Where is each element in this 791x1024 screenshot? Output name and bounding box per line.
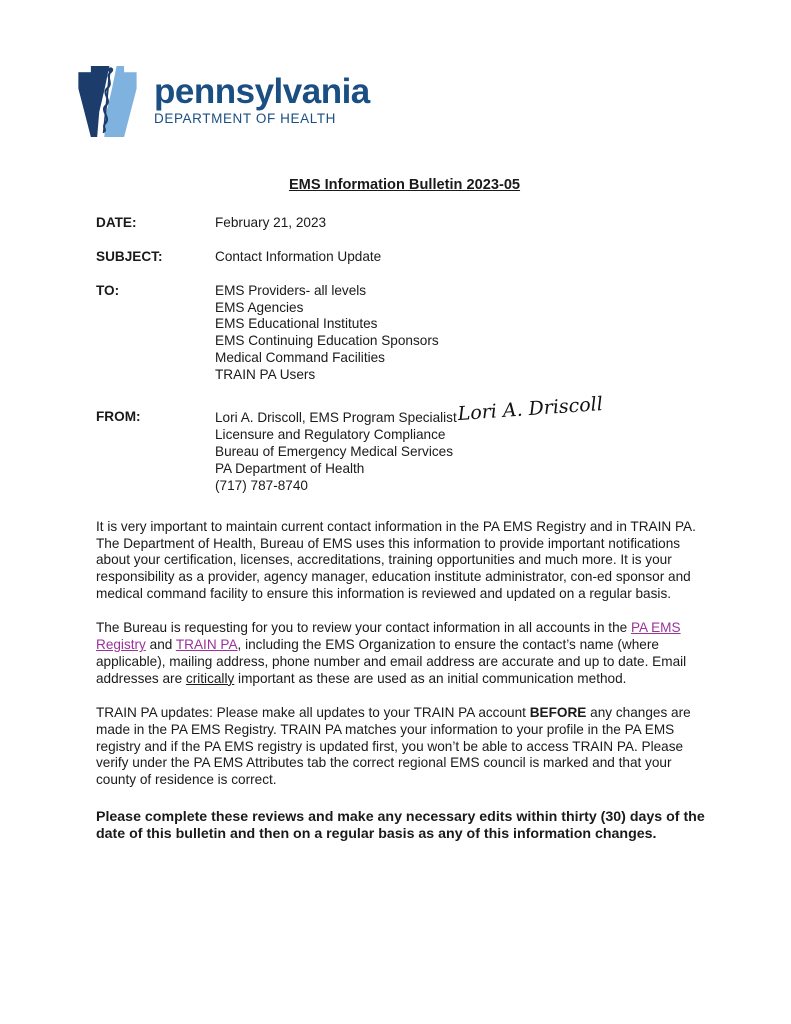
p2-text: and [145,637,176,653]
paragraph-review-request [96,620,713,688]
p2-text: The Bureau is requesting for you to review your contact information in all accounts in the [96,620,631,636]
from-label: FROM: [96,409,141,425]
p3-text: TRAIN PA updates: Please make all updates to your TRAIN PA account [96,704,530,720]
keystone-caduceus-icon [68,62,147,146]
to-item: EMS Continuing Education Sponsors [215,333,439,349]
p3-bold-word: BEFORE [529,704,587,720]
to-item: EMS Providers- all levels [215,282,367,298]
train-pa-link[interactable]: TRAIN PA [175,637,238,653]
p2-underlined-word: critically [185,670,235,686]
from-line: (717) 787-8740 [215,477,308,493]
from-first-line [215,393,713,427]
to-list [215,283,713,384]
pa-doh-logo [68,62,713,146]
from-line: PA Department of Health [215,460,365,476]
from-block [215,393,713,495]
paragraph-train-pa-updates [96,705,713,790]
to-item: Medical Command Facilities [215,350,385,366]
logo-wordmark [154,62,370,128]
date-row [96,215,713,232]
p2-text: important as these are used as an initial communication method. [234,670,627,686]
paragraph-importance: It is very important to maintain current contact information in the PA EMS Registry and in TRAIN PA. The Department of Health, Bureau of EMS uses this information to provide important notifications about your certification, licenses, accreditations, training opportunities and much more. It is your responsibility as a provider, agency manager, education institute administrator, con-ed sponsor and medical command facility to ensure this information is reviewed and updated on a regular basis. [96,518,696,602]
logo-department-name: DEPARTMENT OF HEALTH [154,111,337,126]
body-copy [96,519,713,844]
from-line: Licensure and Regulatory Compliance [215,426,446,442]
to-item: EMS Agencies [215,299,304,315]
date-value: February 21, 2023 [215,214,327,230]
to-item: EMS Educational Institutes [215,316,378,332]
subject-value: Contact Information Update [215,248,382,264]
handwritten-signature: Lori A. Driscoll [456,393,604,426]
p3-text: any changes are made in the PA EMS Registry. TRAIN PA matches your information to your profile in the PA EMS registry and if the PA EMS registry is updated first, you won’t be able to access TRAIN PA. Please verify under the PA EMS Attributes tab the correct regional EMS council is marked and that your county of residence is correct. [96,704,691,788]
from-line: Bureau of Emergency Medical Services [215,443,453,459]
p2-text: , including the EMS Organization to ensure the contact’s name (where applicable), mailing address, phone number and email address are accurate and up to date. Email addresses are [96,637,687,686]
logo-state-name: pennsylvania [154,72,370,111]
date-label: DATE: [96,214,137,230]
to-row [96,283,713,384]
from-row [96,393,713,495]
to-label: TO: [96,282,120,298]
subject-row [96,249,713,266]
subject-label: SUBJECT: [96,248,163,264]
paragraph-call-to-action: Please complete these reviews and make any necessary edits within thirty (30) days of the date of this bulletin and then on a regular basis as any of this information changes. [96,809,705,843]
pa-ems-registry-link[interactable]: PA EMS Registry [96,620,681,653]
bulletin-title: EMS Information Bulletin 2023-05 [288,176,521,193]
from-name-title: Lori A. Driscoll, EMS Program Specialist [215,410,457,426]
to-item: TRAIN PA Users [215,367,316,383]
